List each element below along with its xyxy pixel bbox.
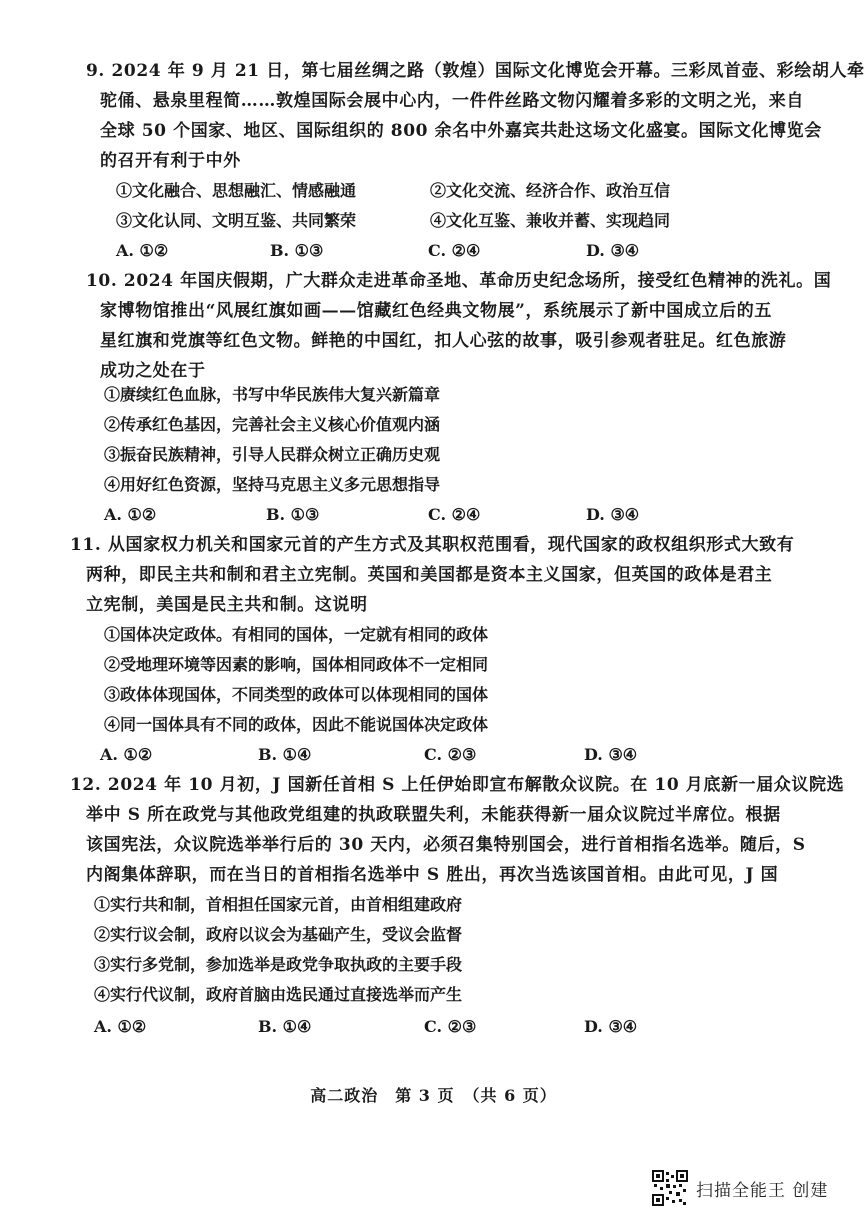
statement-option: ②实行议会制，政府以议会为基础产生，受议会监督 <box>94 925 463 944</box>
statement-option: ②受地理环境等因素的影响，国体相同政体不一定相同 <box>104 655 489 674</box>
question-text-line: 举中 S 所在政党与其他政党组建的执政联盟失利，未能获得新一届众议院过半席位。根据 <box>86 805 781 825</box>
question-text-line: 内阁集体辞职，而在当日的首相指名选举中 S 胜出，再次当选该国首相。由此可见，J 国 <box>86 865 779 885</box>
statement-option: ④同一国体具有不同的政体，因此不能说国体决定政体 <box>104 715 489 734</box>
question-text-line: 立宪制，美国是民主共和制。这说明 <box>86 595 368 615</box>
question-text-line: 成功之处在于 <box>100 361 206 381</box>
answer-choice-b: B. ①③ <box>266 505 320 524</box>
answer-choice-c: C. ②③ <box>424 1017 477 1036</box>
statement-option: ④文化互鉴、兼收并蓄、实现趋同 <box>430 211 671 230</box>
statement-option: ③实行多党制，参加选举是政党争取执政的主要手段 <box>94 955 463 974</box>
question-text-line: 两种，即民主共和制和君主立宪制。英国和美国都是资本主义国家，但英国的政体是君主 <box>86 565 773 585</box>
question-text-line: 家博物馆推出“风展红旗如画——馆藏红色经典文物展”，系统展示了新中国成立后的五 <box>100 301 772 321</box>
statement-option: ④用好红色资源，坚持马克思主义多元思想指导 <box>104 475 441 494</box>
answer-choice-d: D. ③④ <box>584 745 638 764</box>
answer-choice-d: D. ③④ <box>586 505 640 524</box>
page-footer: 高二政治 第 3 页 （共 6 页） <box>310 1086 557 1105</box>
statement-option: ②传承红色基因，完善社会主义核心价值观内涵 <box>104 415 441 434</box>
answer-choice-b: B. ①③ <box>270 241 324 260</box>
answer-choice-c: C. ②④ <box>428 505 481 524</box>
statement-option: ③政体体现国体，不同类型的政体可以体现相同的国体 <box>104 685 489 704</box>
answer-choice-d: D. ③④ <box>586 241 640 260</box>
statement-option: ①国体决定政体。有相同的国体，一定就有相同的政体 <box>104 625 489 644</box>
statement-option: ①实行共和制，首相担任国家元首，由首相组建政府 <box>94 895 463 914</box>
scanner-watermark <box>652 1170 828 1206</box>
question-text-line: 星红旗和党旗等红色文物。鲜艳的中国红，扣人心弦的故事，吸引参观者驻足。红色旅游 <box>100 331 787 351</box>
answer-choice-d: D. ③④ <box>584 1017 638 1036</box>
answer-choice-b: B. ①④ <box>258 1017 312 1036</box>
question-text-line: 10. 2024 年国庆假期，广大群众走进革命圣地、革命历史纪念场所，接受红色精神的洗礼。国 <box>86 271 832 291</box>
question-text-line: 的召开有利于中外 <box>100 151 241 171</box>
answer-choice-a: A. ①② <box>104 505 157 524</box>
answer-choice-a: A. ①② <box>116 241 169 260</box>
answer-choice-a: A. ①② <box>100 745 153 764</box>
statement-option: ①文化融合、思想融汇、情感融通 <box>116 181 357 200</box>
answer-choice-c: C. ②③ <box>424 745 477 764</box>
scanner-brand-label: 扫描全能王 创建 <box>696 1180 829 1201</box>
statement-option: ③振奋民族精神，引导人民群众树立正确历史观 <box>104 445 441 464</box>
qr-code-icon <box>652 1170 688 1206</box>
statement-option: ②文化交流、经济合作、政治互信 <box>430 181 671 200</box>
question-text-line: 驼俑、悬泉里程简……敦煌国际会展中心内，一件件丝路文物闪耀着多彩的文明之光，来自 <box>100 91 804 111</box>
answer-choice-a: A. ①② <box>94 1017 147 1036</box>
statement-option: ③文化认同、文明互鉴、共同繁荣 <box>116 211 357 230</box>
question-text-line: 全球 50 个国家、地区、国际组织的 800 余名中外嘉宾共赴这场文化盛宴。国际文化博览会 <box>100 121 822 141</box>
question-text-line: 9. 2024 年 9 月 21 日，第七届丝绸之路（敦煌）国际文化博览会开幕。三彩凤首壶、彩绘胡人牵 <box>86 61 865 81</box>
question-text-line: 12. 2024 年 10 月初，J 国新任首相 S 上任伊始即宣布解散众议院。在 10 月底新一届众议院选 <box>70 775 845 795</box>
answer-choice-b: B. ①④ <box>258 745 312 764</box>
statement-option: ④实行代议制，政府首脑由选民通过直接选举而产生 <box>94 985 463 1004</box>
statement-option: ①赓续红色血脉，书写中华民族伟大复兴新篇章 <box>104 385 441 404</box>
question-text-line: 11. 从国家权力机关和国家元首的产生方式及其职权范围看，现代国家的政权组织形式大致有 <box>70 535 795 555</box>
question-text-line: 该国宪法，众议院选举举行后的 30 天内，必须召集特别国会，进行首相指名选举。随后，S <box>86 835 806 855</box>
answer-choice-c: C. ②④ <box>428 241 481 260</box>
